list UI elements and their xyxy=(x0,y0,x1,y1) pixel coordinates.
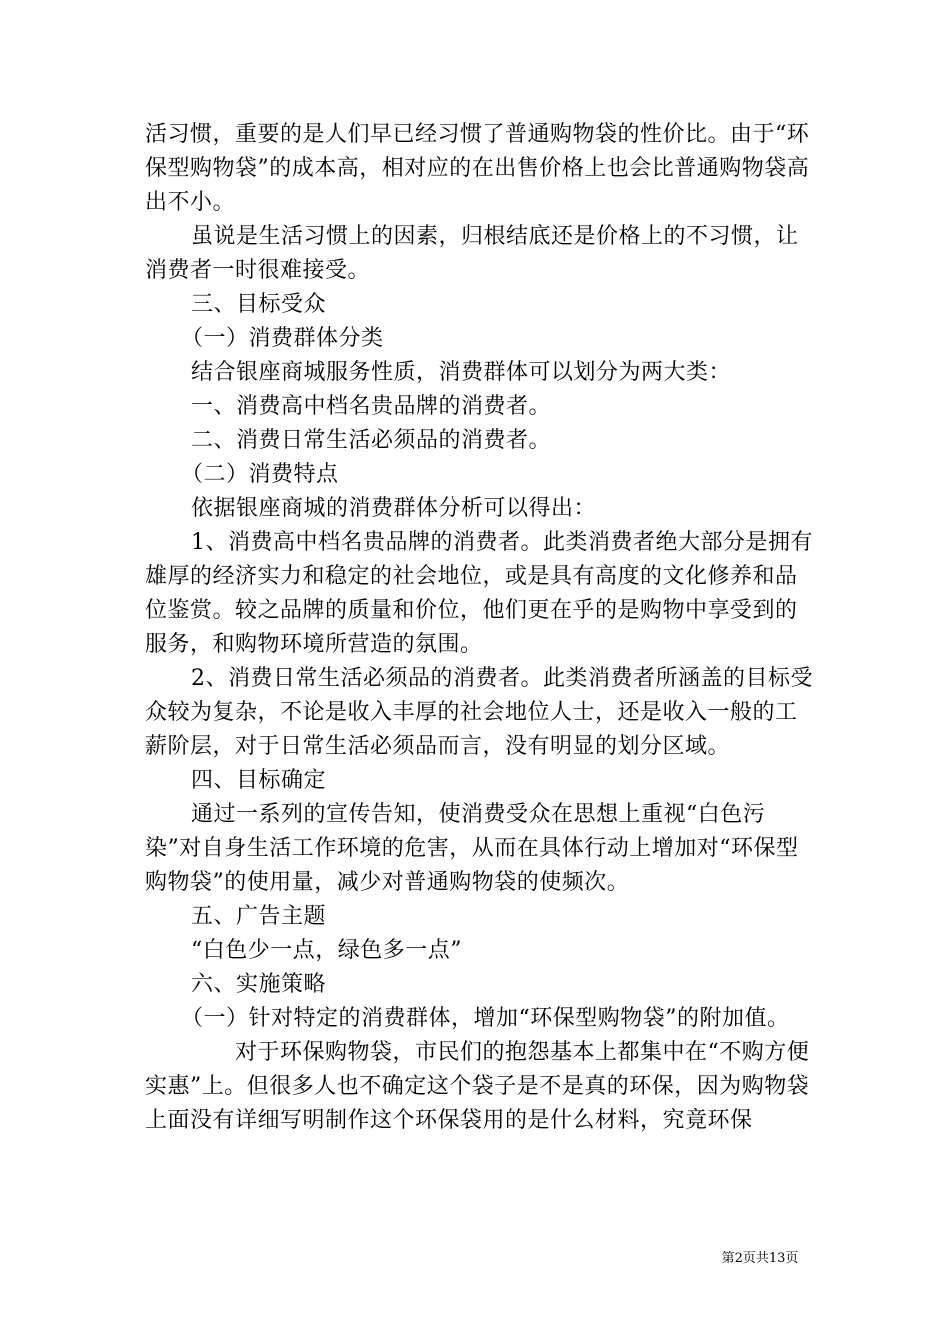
section-heading-target-audience: 三、目标受众 xyxy=(191,292,327,317)
paragraph-0: 活习惯，重要的是人们早已经习惯了普通购物袋的性价比。由于“环保型购物袋”的成本高，相对应的在出售价格上也会比普通购物袋高出不小。 xyxy=(145,122,810,215)
paragraph-1: 虽说是生活习惯上的因素，归根结底还是价格上的不习惯，让消费者一时很难接受。 xyxy=(145,224,799,283)
list-item-2: 二、消费日常生活必须品的消费者。 xyxy=(191,428,552,453)
paragraph-17: 对于环保购物袋，市民们的抱怨基本上都集中在“不购方便实惠”上。但很多人也不确定这个袋子是不是真的环保，因为购物袋上面没有详细写明制作这个环保袋用的是什么材料，究竟环保 xyxy=(145,1040,810,1133)
paragraph-4: 结合银座商城服务性质，消费群体可以划分为两大类： xyxy=(191,360,732,385)
subsection-heading-consumption-features: （二）消费特点 xyxy=(181,462,339,487)
section-heading-goal: 四、目标确定 xyxy=(191,768,327,793)
section-heading-strategy: 六、实施策略 xyxy=(191,972,327,997)
paragraph-9: 1、消费高中档名贵品牌的消费者。此类消费者绝大部分是拥有雄厚的经济实力和稳定的社会地位，或是具有高度的文化修养和品位鉴赏。较之品牌的质量和价位，他们更在乎的是购物中享受到的服务，和购物环境所营造的氛围。 xyxy=(145,530,813,657)
paragraph-12: 通过一系列的宣传告知，使消费受众在思想上重视“白色污染”对自身生活工作环境的危害，从而在具体行动上增加对“环保型购物袋”的使用量，减少对普通购物袋的使频次。 xyxy=(145,802,799,895)
document-body xyxy=(145,118,813,1138)
page-number-footer: 第2页共13页 xyxy=(721,1251,799,1266)
paragraph-8: 依据银座商城的消费群体分析可以得出： xyxy=(191,496,597,521)
ad-slogan: “白色少一点，绿色多一点” xyxy=(191,938,462,963)
subsection-heading-strategy-1: （一）针对特定的消费群体，增加“环保型购物袋”的附加值。 xyxy=(181,1006,790,1031)
section-heading-ad-theme: 五、广告主题 xyxy=(191,904,327,929)
list-item-1: 一、消费高中档名贵品牌的消费者。 xyxy=(191,394,552,419)
paragraph-10: 2、消费日常生活必须品的消费者。此类消费者所涵盖的目标受众较为复杂，不论是收入丰厚的社会地位人士，还是收入一般的工薪阶层，对于日常生活必须品而言，没有明显的划分区域。 xyxy=(145,666,813,759)
subsection-heading-consumer-groups: （一）消费群体分类 xyxy=(181,326,384,351)
